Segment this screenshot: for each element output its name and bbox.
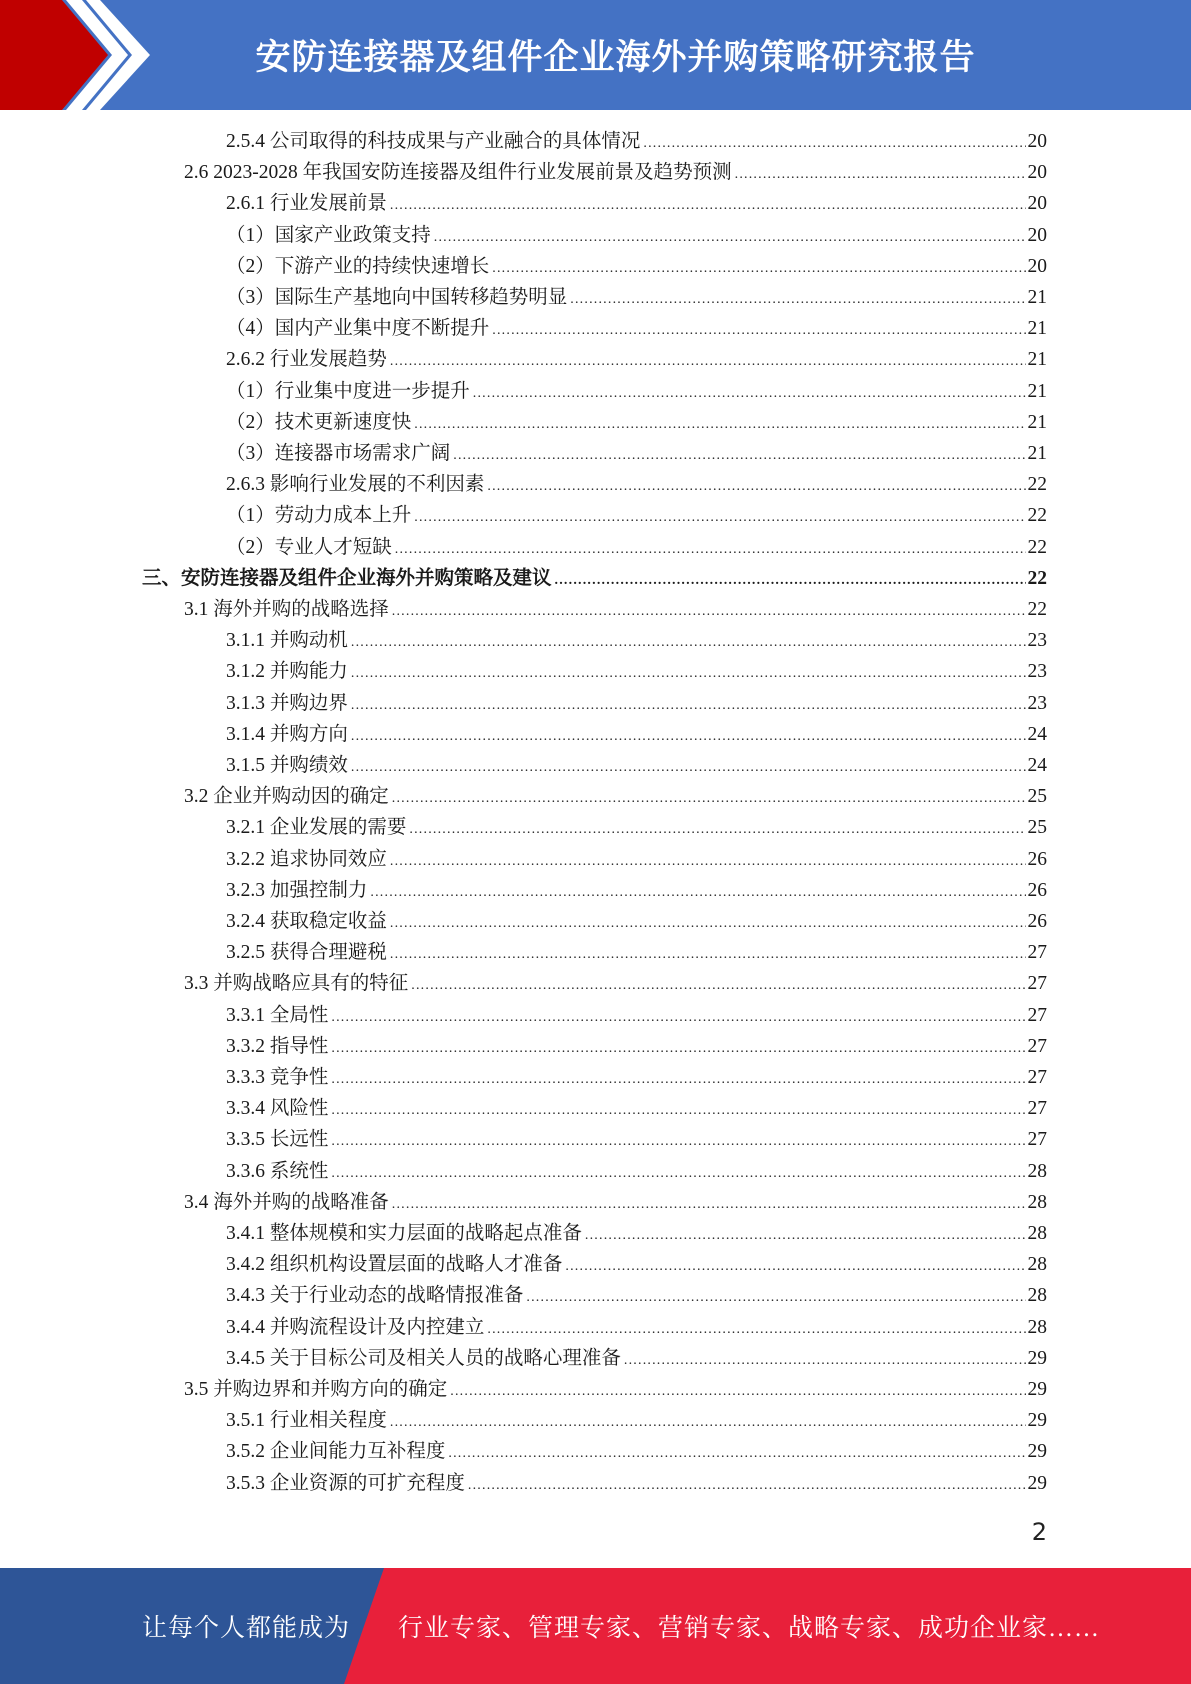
toc-dot-leader bbox=[331, 1158, 1025, 1189]
toc-entry-title: 3.2 企业并购动因的确定 bbox=[184, 786, 389, 808]
toc-dot-leader bbox=[390, 1407, 1026, 1438]
toc-entry[interactable] bbox=[226, 625, 1047, 656]
toc-dot-leader bbox=[392, 596, 1026, 627]
toc-entry-title: （3）国际生产基地向中国转移趋势明显 bbox=[226, 287, 568, 308]
toc-entry[interactable] bbox=[226, 1124, 1047, 1155]
toc-dot-leader bbox=[487, 1314, 1025, 1345]
toc-dot-leader bbox=[450, 1376, 1025, 1407]
toc-entry-title: （2）专业人才短缺 bbox=[226, 536, 392, 558]
toc-dot-leader bbox=[390, 846, 1026, 877]
toc-entry-title: 2.5.4 公司取得的科技成果与产业融合的具体情况 bbox=[226, 131, 641, 152]
toc-entry-title: （2）下游产业的持续快速增长 bbox=[226, 255, 490, 277]
toc-entry[interactable] bbox=[226, 220, 1047, 251]
toc-dot-leader bbox=[570, 284, 1025, 315]
toc-entry-page: 28 bbox=[1027, 1316, 1047, 1338]
toc-entry[interactable] bbox=[226, 1343, 1047, 1374]
toc-entry-page: 26 bbox=[1027, 848, 1047, 870]
toc-entry[interactable] bbox=[226, 1000, 1047, 1031]
toc-entry[interactable] bbox=[142, 563, 1047, 594]
toc-dot-leader bbox=[395, 534, 1026, 565]
toc-entry-page: 20 bbox=[1027, 255, 1047, 277]
toc-entry-page: 21 bbox=[1027, 411, 1047, 433]
toc-dot-leader bbox=[390, 939, 1026, 970]
toc-entry-page: 27 bbox=[1027, 942, 1047, 964]
toc-entry[interactable] bbox=[226, 282, 1047, 313]
toc-entry-title: 3.1.4 并购方向 bbox=[226, 723, 348, 745]
toc-entry-page: 27 bbox=[1027, 1129, 1047, 1151]
toc-entry-page: 29 bbox=[1027, 1379, 1047, 1400]
toc-entry[interactable] bbox=[226, 1436, 1047, 1467]
footer-slogan-left: 让每个人都能成为 bbox=[142, 1615, 351, 1642]
toc-dot-leader bbox=[448, 1438, 1025, 1469]
toc-entry-page: 29 bbox=[1027, 1347, 1047, 1369]
toc-dot-leader bbox=[351, 721, 1026, 752]
toc-entry-title: （2）技术更新速度快 bbox=[226, 411, 412, 433]
toc-dot-leader bbox=[735, 159, 1026, 190]
toc-dot-leader bbox=[331, 1095, 1025, 1126]
toc-entry-title: 3.2.3 加强控制力 bbox=[226, 879, 368, 901]
toc-entry-page: 29 bbox=[1027, 1441, 1047, 1463]
toc-entry-title: 3.5.3 企业资源的可扩充程度 bbox=[226, 1472, 465, 1494]
toc-entry-title: 3.4.1 整体规模和实力层面的战略起点准备 bbox=[226, 1223, 582, 1244]
toc-entry[interactable] bbox=[184, 157, 1047, 188]
toc-dot-leader bbox=[370, 877, 1025, 908]
toc-entry-page: 22 bbox=[1027, 567, 1047, 589]
toc-dot-leader bbox=[526, 1282, 1025, 1313]
footer-banner bbox=[0, 1568, 1191, 1684]
footer-slogan-right: 行业专家、管理专家、营销专家、战略专家、成功企业家…… bbox=[398, 1615, 1101, 1642]
toc-entry[interactable] bbox=[226, 251, 1047, 282]
toc-entry-page: 22 bbox=[1027, 536, 1047, 558]
toc-dot-leader bbox=[468, 1470, 1026, 1501]
toc-entry-page: 26 bbox=[1027, 879, 1047, 901]
report-title: 安防连接器及组件企业海外并购策略研究报告 bbox=[255, 38, 976, 78]
toc-entry[interactable] bbox=[226, 126, 1047, 157]
toc-dot-leader bbox=[453, 440, 1025, 471]
toc-entry-title: 3.4.2 组织机构设置层面的战略人才准备 bbox=[226, 1254, 563, 1276]
toc-entry-title: 3.5.2 企业间能力互补程度 bbox=[226, 1441, 446, 1463]
toc-dot-leader bbox=[492, 253, 1025, 284]
toc-entry-title: 3.2.5 获得合理避税 bbox=[226, 942, 387, 964]
toc-entry-title: 2.6 2023-2028 年我国安防连接器及组件行业发展前景及趋势预测 bbox=[184, 162, 732, 184]
toc-entry[interactable] bbox=[226, 1218, 1047, 1249]
toc-dot-leader bbox=[565, 1251, 1025, 1282]
toc-entry-title: 3.3.5 长远性 bbox=[226, 1129, 329, 1151]
toc-entry[interactable] bbox=[226, 1312, 1047, 1343]
toc-entry-page: 20 bbox=[1027, 162, 1047, 184]
toc-dot-leader bbox=[414, 409, 1025, 440]
toc-entry-page: 20 bbox=[1027, 224, 1047, 246]
toc-entry-page: 21 bbox=[1027, 443, 1047, 464]
toc-entry-page: 28 bbox=[1027, 1191, 1047, 1213]
toc-entry-page: 23 bbox=[1027, 692, 1047, 714]
toc-entry-title: （1）劳动力成本上升 bbox=[226, 505, 412, 527]
toc-dot-leader bbox=[624, 1345, 1026, 1376]
page-number: 2 bbox=[1031, 1518, 1047, 1546]
toc-dot-leader bbox=[392, 1189, 1026, 1220]
toc-entry-title: 3.4.5 关于目标公司及相关人员的战略心理准备 bbox=[226, 1347, 621, 1369]
toc-entry-page: 20 bbox=[1027, 131, 1047, 152]
toc-entry-title: 3.4.3 关于行业动态的战略情报准备 bbox=[226, 1285, 524, 1307]
toc-entry-title: 3.1.1 并购动机 bbox=[226, 630, 348, 652]
toc-entry-page: 24 bbox=[1027, 723, 1047, 745]
toc-entry-title: （3）连接器市场需求广阔 bbox=[226, 443, 451, 464]
toc-entry[interactable] bbox=[226, 1093, 1047, 1124]
toc-entry-title: 3.2.4 获取稳定收益 bbox=[226, 911, 387, 932]
toc-entry-title: （1）行业集中度进一步提升 bbox=[226, 380, 470, 402]
toc-entry[interactable] bbox=[226, 656, 1047, 687]
toc-entry-title: 3.3.2 指导性 bbox=[226, 1035, 329, 1057]
toc-entry[interactable] bbox=[226, 688, 1047, 719]
toc-entry[interactable] bbox=[226, 344, 1047, 375]
toc-dot-leader bbox=[351, 690, 1026, 721]
toc-entry-page: 26 bbox=[1027, 911, 1047, 932]
header-chevron-icon bbox=[0, 0, 160, 110]
toc-entry-page: 22 bbox=[1027, 505, 1047, 527]
toc-entry-page: 28 bbox=[1027, 1223, 1047, 1244]
toc-dot-leader bbox=[643, 128, 1025, 159]
toc-entry-page: 23 bbox=[1027, 661, 1047, 683]
toc-entry[interactable] bbox=[226, 500, 1047, 531]
toc-entry[interactable] bbox=[226, 376, 1047, 407]
toc-dot-leader bbox=[434, 222, 1026, 253]
toc-entry-title: 2.6.2 行业发展趋势 bbox=[226, 349, 387, 371]
toc-entry[interactable] bbox=[184, 968, 1047, 999]
toc-dot-leader bbox=[487, 471, 1025, 502]
toc-entry-page: 22 bbox=[1027, 474, 1047, 496]
toc-entry[interactable] bbox=[226, 844, 1047, 875]
toc-entry-page: 29 bbox=[1027, 1472, 1047, 1494]
toc-entry-page: 23 bbox=[1027, 630, 1047, 652]
toc-entry[interactable] bbox=[226, 438, 1047, 469]
toc-dot-leader bbox=[351, 658, 1026, 689]
toc-entry-title: 3.1 海外并购的战略选择 bbox=[184, 599, 389, 620]
toc-entry[interactable] bbox=[226, 1156, 1047, 1187]
toc-entry-title: 2.6.1 行业发展前景 bbox=[226, 193, 387, 215]
toc-entry-page: 22 bbox=[1027, 599, 1047, 620]
toc-dot-leader bbox=[473, 378, 1026, 409]
toc-dot-leader bbox=[390, 346, 1026, 377]
toc-dot-leader bbox=[492, 315, 1025, 346]
toc-dot-leader bbox=[351, 627, 1026, 658]
toc-dot-leader bbox=[331, 1002, 1025, 1033]
toc-entry-page: 21 bbox=[1027, 349, 1047, 371]
toc-entry[interactable] bbox=[226, 313, 1047, 344]
toc-entry-page: 27 bbox=[1027, 1098, 1047, 1120]
toc-entry-page: 25 bbox=[1027, 817, 1047, 839]
toc-entry[interactable] bbox=[226, 469, 1047, 500]
toc-entry-title: 三、安防连接器及组件企业海外并购策略及建议 bbox=[142, 567, 552, 589]
toc-entry-title: 2.6.3 影响行业发展的不利因素 bbox=[226, 474, 485, 496]
toc-entry-title: 3.3.1 全局性 bbox=[226, 1004, 329, 1026]
toc-entry-title: 3.4.4 并购流程设计及内控建立 bbox=[226, 1316, 485, 1338]
toc-entry[interactable] bbox=[226, 1249, 1047, 1280]
toc-entry-title: 3.5.1 行业相关程度 bbox=[226, 1410, 387, 1432]
toc-entry-page: 28 bbox=[1027, 1254, 1047, 1276]
toc-entry-page: 28 bbox=[1027, 1160, 1047, 1182]
toc-dot-leader bbox=[331, 1064, 1025, 1095]
toc-dot-leader bbox=[390, 190, 1026, 221]
toc-dot-leader bbox=[414, 502, 1025, 533]
toc-dot-leader bbox=[392, 783, 1026, 814]
toc-dot-leader bbox=[390, 908, 1026, 939]
toc-dot-leader bbox=[331, 1126, 1025, 1157]
toc-entry[interactable] bbox=[226, 532, 1047, 563]
toc-entry-title: 3.2.1 企业发展的需要 bbox=[226, 817, 407, 839]
toc-entry-title: 3.3.4 风险性 bbox=[226, 1098, 329, 1120]
toc-entry-title: 3.1.2 并购能力 bbox=[226, 661, 348, 683]
toc-entry-page: 20 bbox=[1027, 193, 1047, 215]
toc-entry-title: 3.1.5 并购绩效 bbox=[226, 755, 348, 776]
toc-entry-page: 27 bbox=[1027, 1004, 1047, 1026]
toc-entry[interactable] bbox=[226, 937, 1047, 968]
toc-entry[interactable] bbox=[226, 407, 1047, 438]
toc-dot-leader bbox=[331, 1033, 1025, 1064]
toc-entry-title: 3.1.3 并购边界 bbox=[226, 692, 348, 714]
toc-entry-page: 29 bbox=[1027, 1410, 1047, 1432]
toc-entry[interactable] bbox=[226, 1062, 1047, 1093]
toc-entry-title: 3.3 并购战略应具有的特征 bbox=[184, 973, 409, 995]
toc-entry[interactable] bbox=[226, 188, 1047, 219]
toc-entry[interactable] bbox=[184, 1187, 1047, 1218]
toc-dot-leader bbox=[411, 970, 1025, 1001]
toc-entry[interactable] bbox=[226, 1405, 1047, 1436]
toc-entry-page: 21 bbox=[1027, 380, 1047, 402]
toc-entry-page: 28 bbox=[1027, 1285, 1047, 1307]
toc-entry[interactable] bbox=[184, 1374, 1047, 1405]
toc-entry[interactable] bbox=[226, 906, 1047, 937]
toc-entry-page: 21 bbox=[1027, 318, 1047, 340]
toc-entry[interactable] bbox=[226, 1280, 1047, 1311]
toc-entry[interactable] bbox=[184, 594, 1047, 625]
toc-entry-page: 21 bbox=[1027, 287, 1047, 308]
toc-entry[interactable] bbox=[226, 719, 1047, 750]
toc-entry[interactable] bbox=[226, 875, 1047, 906]
toc-entry-page: 27 bbox=[1027, 1067, 1047, 1088]
toc-dot-leader bbox=[409, 814, 1025, 845]
toc-entry-title: 3.5 并购边界和并购方向的确定 bbox=[184, 1379, 448, 1400]
toc-entry-title: 3.3.6 系统性 bbox=[226, 1160, 329, 1182]
toc-dot-leader bbox=[555, 565, 1026, 596]
toc-entry[interactable] bbox=[226, 1468, 1047, 1499]
toc-entry-page: 27 bbox=[1027, 1035, 1047, 1057]
toc-entry-page: 27 bbox=[1027, 973, 1047, 995]
toc-entry-page: 24 bbox=[1027, 755, 1047, 776]
toc-entry[interactable] bbox=[226, 1031, 1047, 1062]
toc-entry[interactable] bbox=[184, 781, 1047, 812]
toc-entry-title: （4）国内产业集中度不断提升 bbox=[226, 318, 490, 340]
toc-entry-title: 3.2.2 追求协同效应 bbox=[226, 848, 387, 870]
toc-dot-leader bbox=[351, 752, 1026, 783]
toc-entry-title: （1）国家产业政策支持 bbox=[226, 224, 431, 246]
toc-entry-title: 3.3.3 竞争性 bbox=[226, 1067, 329, 1088]
toc-entry[interactable] bbox=[226, 812, 1047, 843]
toc-entry-page: 25 bbox=[1027, 786, 1047, 808]
toc-entry[interactable] bbox=[226, 750, 1047, 781]
toc-entry-title: 3.4 海外并购的战略准备 bbox=[184, 1191, 389, 1213]
toc-dot-leader bbox=[585, 1220, 1026, 1251]
header-bar bbox=[0, 0, 1191, 110]
